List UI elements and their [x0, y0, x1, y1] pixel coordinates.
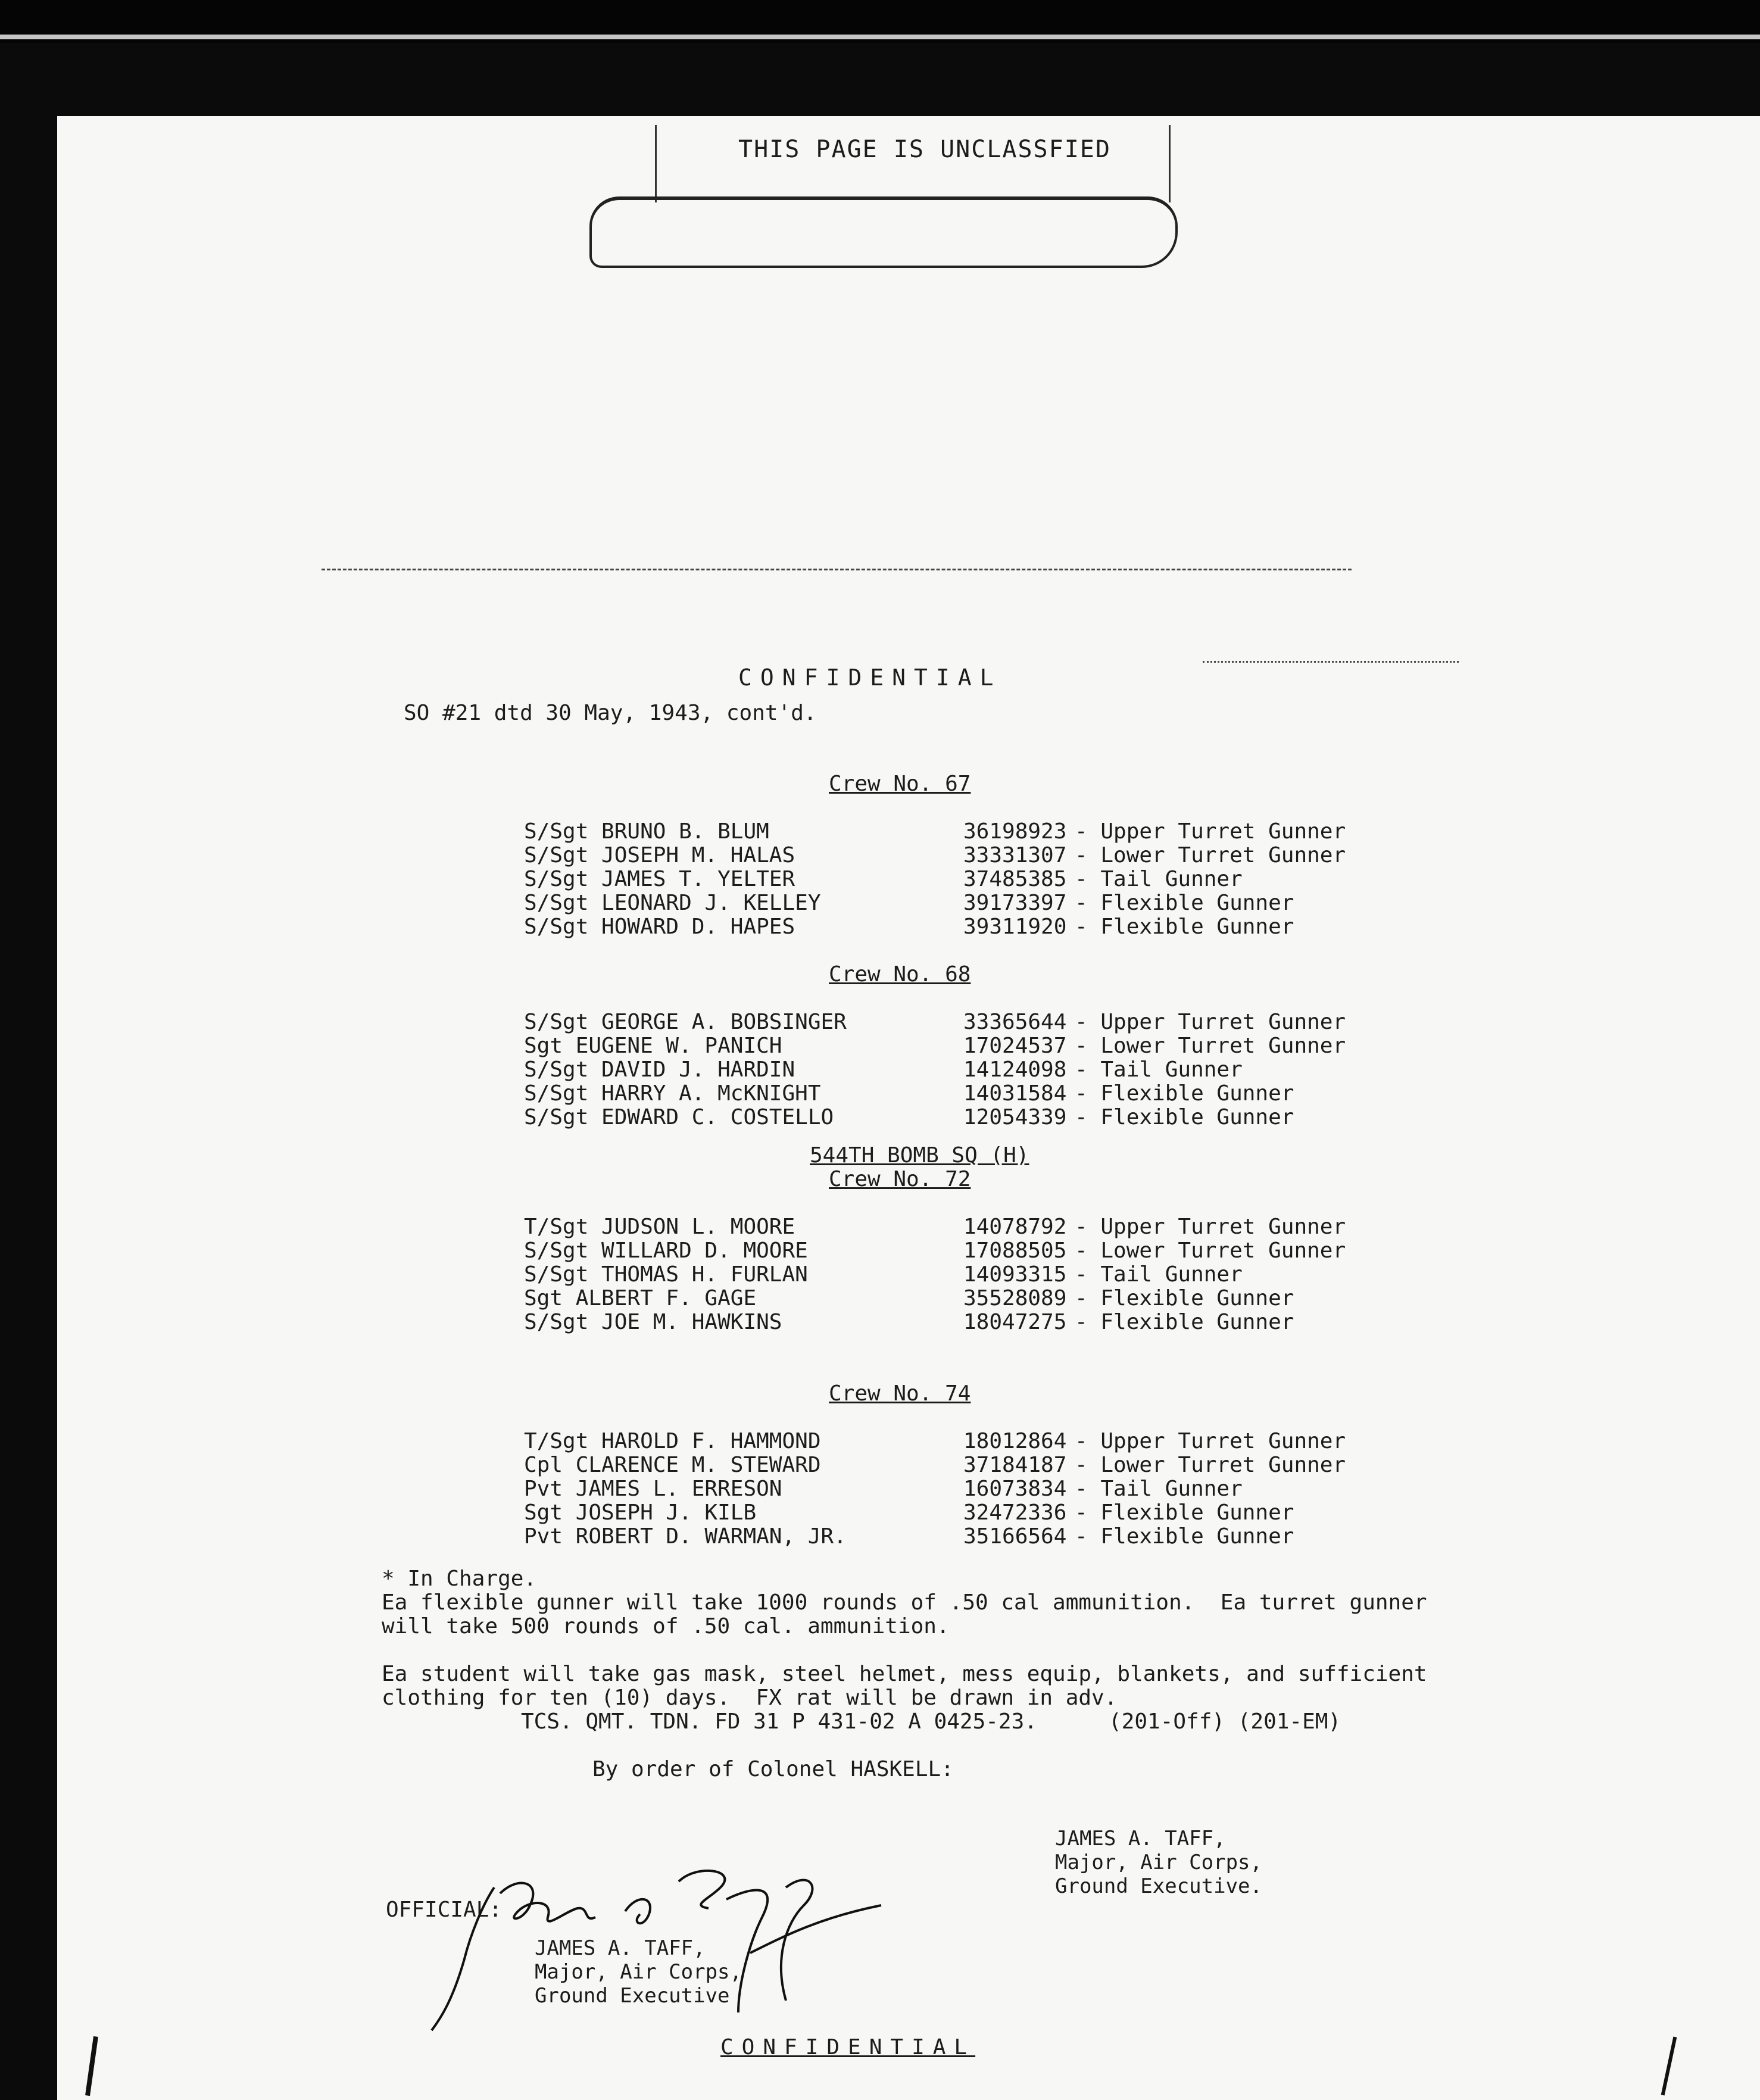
crew-member-name: S/Sgt DAVID J. HARDIN	[524, 1057, 795, 1082]
crew-heading: Crew No. 67	[829, 772, 971, 796]
handwritten-signature	[429, 1864, 905, 2036]
crew-role: - Flexible Gunner	[1075, 1524, 1294, 1549]
signatory-rank: Major, Air Corps,	[1055, 1851, 1262, 1874]
serial-number: 35528089	[963, 1286, 1067, 1310]
crew-role: - Flexible Gunner	[1075, 1310, 1294, 1334]
crew-member-name: Sgt JOSEPH J. KILB	[524, 1500, 757, 1525]
list-item	[0, 1262, 1760, 1286]
crew-member-name: S/Sgt HOWARD D. HAPES	[524, 915, 795, 939]
list-item	[0, 1286, 1760, 1310]
crew-member-name: S/Sgt GEORGE A. BOBSINGER	[524, 1010, 847, 1034]
serial-number: 32472336	[963, 1500, 1067, 1525]
official-name: JAMES A. TAFF,	[535, 1936, 706, 1960]
serial-number: 17088505	[963, 1238, 1067, 1263]
list-item	[0, 1500, 1760, 1524]
list-item	[0, 867, 1760, 891]
crew-member-name: Sgt EUGENE W. PANICH	[524, 1034, 782, 1058]
serial-number: 16073834	[963, 1477, 1067, 1501]
crew-role: - Upper Turret Gunner	[1075, 1215, 1346, 1239]
serial-number: 14078792	[963, 1215, 1067, 1239]
crew-member-name: T/Sgt HAROLD F. HAMMOND	[524, 1429, 821, 1453]
crew-member-name: S/Sgt JOE M. HAWKINS	[524, 1310, 782, 1334]
list-item	[0, 1057, 1760, 1081]
list-item	[0, 1429, 1760, 1453]
crew-role: - Flexible Gunner	[1075, 1500, 1294, 1525]
crew-role: - Upper Turret Gunner	[1075, 1010, 1346, 1034]
crew-member-name: T/Sgt JUDSON L. MOORE	[524, 1215, 795, 1239]
ammo-note-line-2: will take 500 rounds of .50 cal. ammunition.	[382, 1614, 950, 1639]
crew-member-name: S/Sgt BRUNO B. BLUM	[524, 819, 769, 844]
list-item	[0, 1010, 1760, 1034]
crew-member-name: Sgt ALBERT F. GAGE	[524, 1286, 757, 1310]
serial-number: 36198923	[963, 819, 1067, 844]
fund-citation: TCS. QMT. TDN. FD 31 P 431-02 A 0425-23.	[521, 1709, 1037, 1734]
serial-number: 37485385	[963, 867, 1067, 891]
crew-heading: Crew No. 72	[829, 1167, 971, 1191]
serial-number: 33331307	[963, 843, 1067, 868]
crew-role: - Tail Gunner	[1075, 1057, 1243, 1082]
serial-number: 33365644	[963, 1010, 1067, 1034]
redacted-banner	[589, 196, 1178, 268]
crew-member-name: Pvt JAMES L. ERRESON	[524, 1477, 782, 1501]
list-item	[0, 1238, 1760, 1262]
crew-member-name: S/Sgt EDWARD C. COSTELLO	[524, 1105, 834, 1129]
separator-line	[322, 569, 1352, 570]
crew-role: - Upper Turret Gunner	[1075, 819, 1346, 844]
in-charge-note: * In Charge.	[382, 1567, 537, 1591]
crew-role: - Lower Turret Gunner	[1075, 843, 1346, 868]
serial-number: 14031584	[963, 1081, 1067, 1106]
equipment-note-line-2: clothing for ten (10) days. FX rat will be drawn in adv.	[382, 1686, 1118, 1710]
crew-member-name: S/Sgt LEONARD J. KELLEY	[524, 891, 821, 915]
crew-member-name: S/Sgt HARRY A. McKNIGHT	[524, 1081, 821, 1106]
crew-role: - Tail Gunner	[1075, 1477, 1243, 1501]
list-item	[0, 1310, 1760, 1334]
serial-number: 35166564	[963, 1524, 1067, 1549]
crew-role: - Tail Gunner	[1075, 867, 1243, 891]
crew-role: - Flexible Gunner	[1075, 1105, 1294, 1129]
list-item	[0, 1453, 1760, 1477]
list-item	[0, 843, 1760, 867]
crew-role: - Flexible Gunner	[1075, 891, 1294, 915]
list-item	[0, 1215, 1760, 1238]
unclassified-stamp: THIS PAGE IS UNCLASSFIED	[738, 136, 1111, 163]
serial-number: 18047275	[963, 1310, 1067, 1334]
classification-footer: CONFIDENTIAL	[720, 2035, 976, 2060]
crew-role: - Lower Turret Gunner	[1075, 1238, 1346, 1263]
list-item	[0, 1477, 1760, 1500]
serial-number: 39173397	[963, 891, 1067, 915]
crew-member-name: S/Sgt JOSEPH M. HALAS	[524, 843, 795, 868]
crew-role: - Flexible Gunner	[1075, 915, 1294, 939]
list-item	[0, 915, 1760, 938]
crew-role: - Upper Turret Gunner	[1075, 1429, 1346, 1453]
serial-number: 39311920	[963, 915, 1067, 939]
crew-role: - Lower Turret Gunner	[1075, 1453, 1346, 1477]
serial-number: 37184187	[963, 1453, 1067, 1477]
list-item	[0, 1524, 1760, 1548]
crew-role: - Tail Gunner	[1075, 1262, 1243, 1287]
list-item	[0, 819, 1760, 843]
official-rank: Major, Air Corps,	[535, 1960, 742, 1984]
list-item	[0, 1105, 1760, 1129]
signatory-name: JAMES A. TAFF,	[1055, 1827, 1226, 1851]
crew-member-name: Pvt ROBERT D. WARMAN, JR.	[524, 1524, 847, 1549]
serial-number: 14093315	[963, 1262, 1067, 1287]
crew-member-name: Cpl CLARENCE M. STEWARD	[524, 1453, 821, 1477]
crew-role: - Flexible Gunner	[1075, 1081, 1294, 1106]
separator-line-right	[1203, 661, 1459, 663]
crew-role: - Flexible Gunner	[1075, 1286, 1294, 1310]
signatory-title: Ground Executive.	[1055, 1874, 1262, 1898]
crew-heading: Crew No. 74	[829, 1381, 971, 1406]
file-codes: (201-Off) (201-EM)	[1109, 1709, 1341, 1734]
list-item	[0, 1034, 1760, 1057]
crew-member-name: S/Sgt WILLARD D. MOORE	[524, 1238, 808, 1263]
crew-member-name: S/Sgt JAMES T. YELTER	[524, 867, 795, 891]
serial-number: 18012864	[963, 1429, 1067, 1453]
serial-number: 14124098	[963, 1057, 1067, 1082]
classification-header: CONFIDENTIAL	[738, 664, 1002, 691]
equipment-note-line-1: Ea student will take gas mask, steel helmet, mess equip, blankets, and sufficient	[382, 1662, 1427, 1686]
crew-role: - Lower Turret Gunner	[1075, 1034, 1346, 1058]
list-item	[0, 1081, 1760, 1105]
official-label: OFFICIAL:	[386, 1898, 503, 1922]
official-title: Ground Executive	[535, 1984, 730, 2008]
list-item	[0, 891, 1760, 915]
serial-number: 17024537	[963, 1034, 1067, 1058]
ammo-note-line-1: Ea flexible gunner will take 1000 rounds of .50 cal ammunition. Ea turret gunner	[382, 1590, 1427, 1615]
scan-top-line	[0, 35, 1760, 39]
serial-number: 12054339	[963, 1105, 1067, 1129]
order-reference: SO #21 dtd 30 May, 1943, cont'd.	[404, 701, 817, 725]
by-order-line: By order of Colonel HASKELL:	[592, 1757, 954, 1781]
squadron-heading: 544TH BOMB SQ (H)	[810, 1143, 1029, 1168]
crew-member-name: S/Sgt THOMAS H. FURLAN	[524, 1262, 808, 1287]
crew-heading: Crew No. 68	[829, 962, 971, 987]
